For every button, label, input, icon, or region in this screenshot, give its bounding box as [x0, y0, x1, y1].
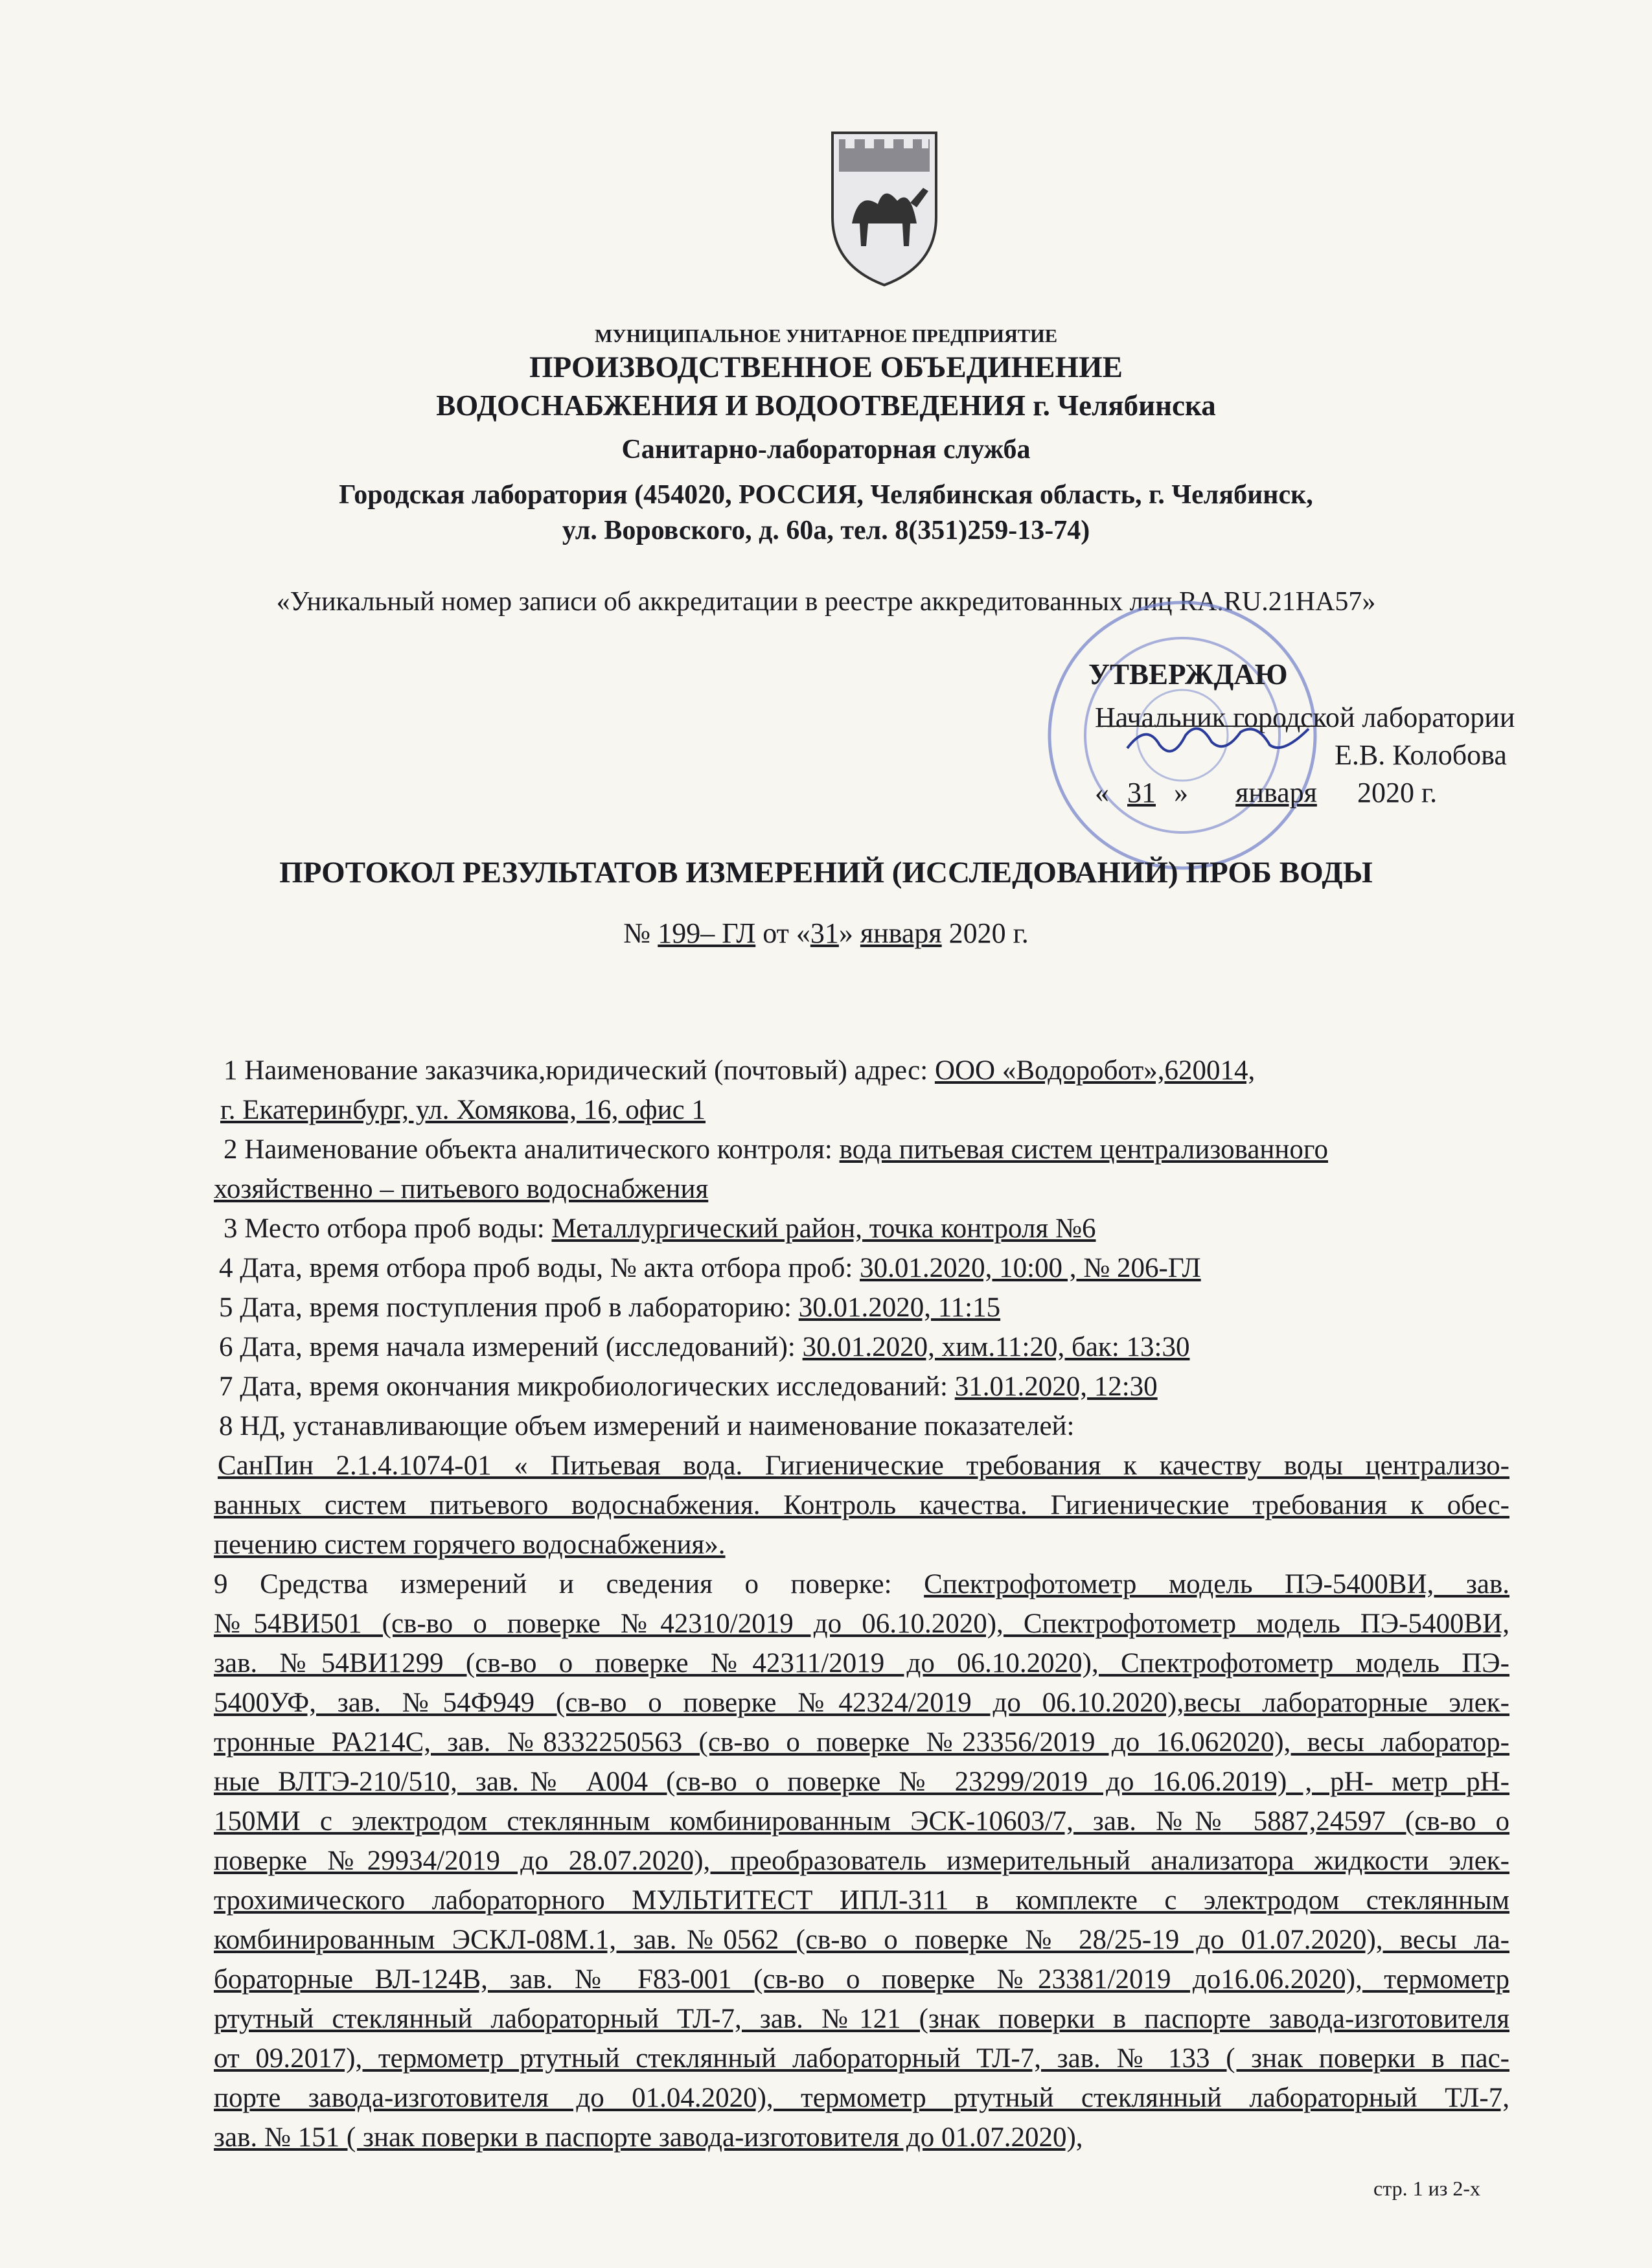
item-8-line-2: ванных систем питьевого водоснабжения. Контроль качества. Гигиенические требования к обес- [214, 1490, 1509, 1520]
item-1-address: г. Екатеринбург, ул. Хомякова, 16, офис 1 [220, 1095, 706, 1125]
approval-name: Е.В. Колобова [1335, 739, 1507, 771]
item-9-line-8: трохимического лабораторного МУЛЬТИТЕСТ ИПЛ-311 в комплекте с электродом стеклянным [214, 1885, 1509, 1916]
item-8-line-1: СанПин 2.1.4.1074-01 « Питьевая вода. Гигиенические требования к качеству воды централизо- [218, 1450, 1509, 1481]
page-number: стр. 1 из 2-х [1373, 2177, 1480, 2200]
item-8: 8 НД, устанавливающие объем измерений и наименование показателей: [219, 1411, 1075, 1441]
protocol-body [214, 1051, 1509, 2157]
item-9-line-2: зав. №54ВИ1299 (св-во о поверке №42311/2019 до 06.10.2020), Спектрофотометр модель ПЭ- [214, 1648, 1509, 1678]
item-9-line-12: от 09.2017), термометр ртутный стеклянный лабораторный ТЛ-7, зав. № 133 ( знак поверки в пас- [214, 2043, 1509, 2074]
item-2: 2 Наименование объекта аналитического контроля: вода питьевая систем централизованного [224, 1134, 1328, 1165]
item-9-line-9: комбинированным ЭСКЛ-08М.1, зав.№0562 (св-во о поверке № 28/25-19 до 01.07.2020), весы ла- [214, 1925, 1509, 1955]
item-9-line-11: ртутный стеклянный лабораторный ТЛ-7, зав. №121 (знак поверки в паспорте завода-изготовителя [214, 2004, 1509, 2034]
accreditation-note: «Уникальный номер записи об аккредитации в реестре аккредитованных лиц RA.RU.21HA57» [276, 587, 1376, 617]
item-9-line-1: №54ВИ501 (св-во о поверке №42310/2019 до 06.10.2020), Спектрофотометр модель ПЭ-5400ВИ, [214, 1609, 1509, 1639]
approval-word: УТВЕРЖДАЮ [1088, 658, 1288, 691]
protocol-month: января [860, 917, 942, 949]
item-9-line-6: 150МИ с электродом стеклянным комбинированным ЭСК-10603/7, зав. №№ 5887,24597 (св-во о [214, 1806, 1509, 1837]
org-name-line-2: ВОДОСНАБЖЕНИЯ И ВОДООТВЕДЕНИЯ г. Челябинска [436, 389, 1216, 422]
lab-address-line-1: Городская лаборатория (454020, РОССИЯ, Челябинская область, г. Челябинск, [339, 480, 1313, 510]
protocol-number: 199– ГЛ [658, 917, 756, 949]
item-9-line-4: тронные РА214С, зав. №8332250563 (св-во о поверке №23356/2019 до 16.062020), весы лаборатор- [214, 1727, 1509, 1758]
item-9-line-10: бораторные ВЛ-124В, зав. № F83-001 (св-во о поверке №23381/2019 до16.06.2020), термометр [214, 1964, 1509, 1995]
item-3: 3 Место отбора проб воды: Металлургический район, точка контроля №6 [224, 1213, 1096, 1244]
chelyabinsk-emblem-icon [820, 126, 949, 288]
item-6: 6 Дата, время начала измерений (исследований): 30.01.2020, хим.11:20, бак: 13:30 [219, 1332, 1190, 1362]
approval-year: 2020 г. [1357, 777, 1438, 808]
item-9-line-7: поверке №29934/2019 до 28.07.2020), преобразователь измерительный анализатора жидкости элек- [214, 1846, 1509, 1876]
approval-day: 31 [1127, 777, 1156, 808]
item-7: 7 Дата, время окончания микробиологических исследований: 31.01.2020, 12:30 [219, 1371, 1158, 1402]
item-1: 1 Наименование заказчика,юридический (почтовый) адрес: ООО «Водоробот»,620014, [224, 1055, 1256, 1086]
item-9-line-5: ные ВЛТЭ-210/510, зав.№ А004 (св-во о поверке № 23299/2019 до 16.06.2019) , рН- метр рН- [214, 1767, 1509, 1797]
item-2-object: хозяйственно – питьевого водоснабжения [214, 1174, 709, 1204]
item-9-line-14: зав. № 151 ( знак поверки в паспорте завода-изготовителя до 01.07.2020), [214, 2122, 1083, 2153]
item-4: 4 Дата, время отбора проб воды, № акта отбора проб: 30.01.2020, 10:00 , № 206-ГЛ [219, 1253, 1201, 1283]
approval-month: января [1235, 777, 1317, 808]
org-type: МУНИЦИПАЛЬНОЕ УНИТАРНОЕ ПРЕДПРИЯТИЕ [594, 326, 1058, 347]
service-name: Санитарно-лабораторная служба [621, 435, 1031, 464]
item-9-line-3: 5400УФ, зав. №54Ф949 (св-во о поверке №42324/2019 до 06.10.2020),весы лабораторные элек- [214, 1688, 1509, 1718]
lab-address-line-2: ул. Воровского, д. 60а, тел. 8(351)259-13-74) [562, 516, 1090, 545]
signature-icon [1121, 716, 1315, 768]
org-name-line-1: ПРОИЗВОДСТВЕННОЕ ОБЪЕДИНЕНИЕ [529, 350, 1123, 384]
item-9-line-13: порте завода-изготовителя до 01.04.2020), термометр ртутный стеклянный лабораторный ТЛ-7, [214, 2083, 1509, 2113]
item-8-line-3: печению систем горячего водоснабжения». [214, 1529, 726, 1560]
item-5: 5 Дата, время поступления проб в лабораторию: 30.01.2020, 11:15 [219, 1292, 1001, 1323]
protocol-title: ПРОТОКОЛ РЕЗУЛЬТАТОВ ИЗМЕРЕНИЙ (ИССЛЕДОВАНИЙ) ПРОБ ВОДЫ [279, 856, 1373, 889]
protocol-number-line: № 199– ГЛ от «31» января 2020 г. [623, 917, 1029, 949]
item-9: 9 Средства измерений и сведения о поверке: Спектрофотометр модель ПЭ-5400ВИ, зав. [214, 1569, 1510, 1599]
approval-position: Начальник городской лаборатории [1095, 702, 1515, 733]
protocol-day: 31 [810, 917, 839, 949]
approval-date: « 31 » января 2020 г. [1095, 777, 1438, 808]
